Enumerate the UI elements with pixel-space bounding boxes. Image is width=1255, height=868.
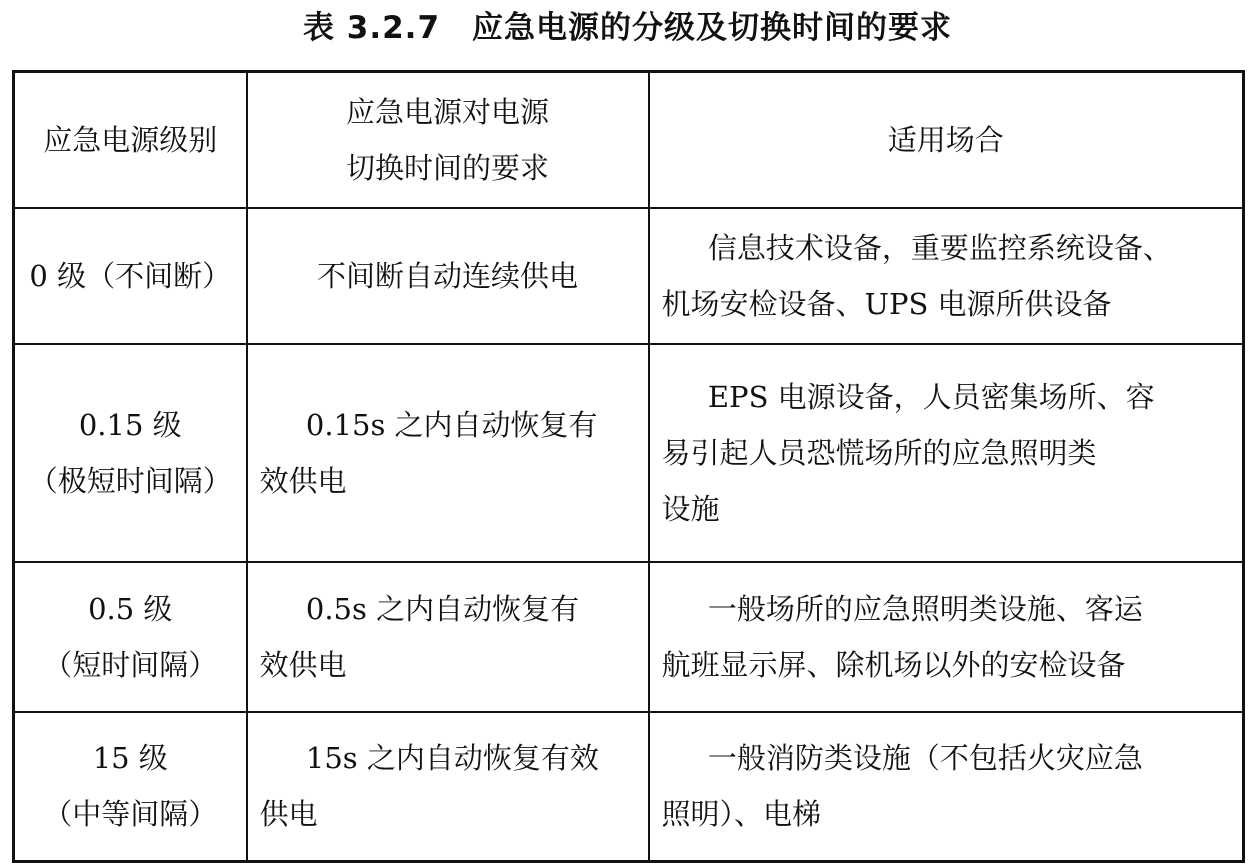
application-line: 易引起人员恐慌场所的应急照明类	[661, 435, 1097, 470]
table-row	[14, 562, 1244, 712]
cell-application	[649, 208, 1244, 344]
header-switch-time-line2: 切换时间的要求	[345, 150, 549, 185]
cell-application	[649, 562, 1244, 712]
application-line: 设施	[661, 491, 720, 526]
requirement-line: 效供电	[259, 463, 347, 498]
application-line: 航班显示屏、除机场以外的安检设备	[661, 647, 1126, 682]
application-line: 机场安检设备、UPS 电源所供设备	[661, 286, 1112, 321]
requirement-line: 0.15s 之内自动恢复有	[305, 407, 598, 442]
table-row	[14, 208, 1244, 344]
level-line: 0.15 级	[78, 407, 182, 442]
table-header-row	[14, 72, 1244, 208]
header-application-label: 适用场合	[887, 122, 1004, 157]
application-line: EPS 电源设备，人员密集场所、容	[707, 379, 1155, 414]
header-level-label: 应急电源级别	[43, 122, 218, 157]
header-level	[14, 72, 247, 208]
header-switch-time-line1: 应急电源对电源	[345, 94, 549, 129]
cell-requirement	[247, 562, 649, 712]
table-row	[14, 712, 1244, 862]
level-line: 0.5 级	[88, 591, 173, 626]
table-title: 表 3.2.7 应急电源的分级及切换时间的要求	[302, 10, 953, 46]
cell-requirement	[247, 712, 649, 862]
application-line: 信息技术设备，重要监控系统设备、	[707, 230, 1172, 265]
cell-requirement	[247, 344, 649, 562]
requirement-line: 不间断自动连续供电	[316, 258, 578, 293]
level-line: （极短时间隔）	[28, 463, 232, 498]
cell-level	[14, 208, 247, 344]
cell-requirement	[247, 208, 649, 344]
level-line: 0 级（不间断）	[29, 258, 232, 293]
header-application	[649, 72, 1244, 208]
requirement-line: 供电	[259, 797, 318, 832]
requirement-line: 15s 之内自动恢复有效	[305, 741, 599, 776]
cell-level	[14, 712, 247, 862]
requirement-line: 效供电	[259, 647, 347, 682]
application-line: 一般消防类设施（不包括火灾应急	[707, 741, 1143, 776]
table-row	[14, 344, 1244, 562]
application-line: 照明）、电梯	[661, 797, 822, 832]
level-line: （中等间隔）	[43, 797, 218, 832]
emergency-power-table	[12, 70, 1245, 863]
header-switch-time	[247, 72, 649, 208]
level-line: 15 级	[92, 741, 168, 776]
requirement-line: 0.5s 之内自动恢复有	[305, 591, 580, 626]
cell-level	[14, 344, 247, 562]
cell-application	[649, 344, 1244, 562]
cell-level	[14, 562, 247, 712]
application-line: 一般场所的应急照明类设施、客运	[707, 591, 1143, 626]
cell-application	[649, 712, 1244, 862]
level-line: （短时间隔）	[43, 647, 218, 682]
